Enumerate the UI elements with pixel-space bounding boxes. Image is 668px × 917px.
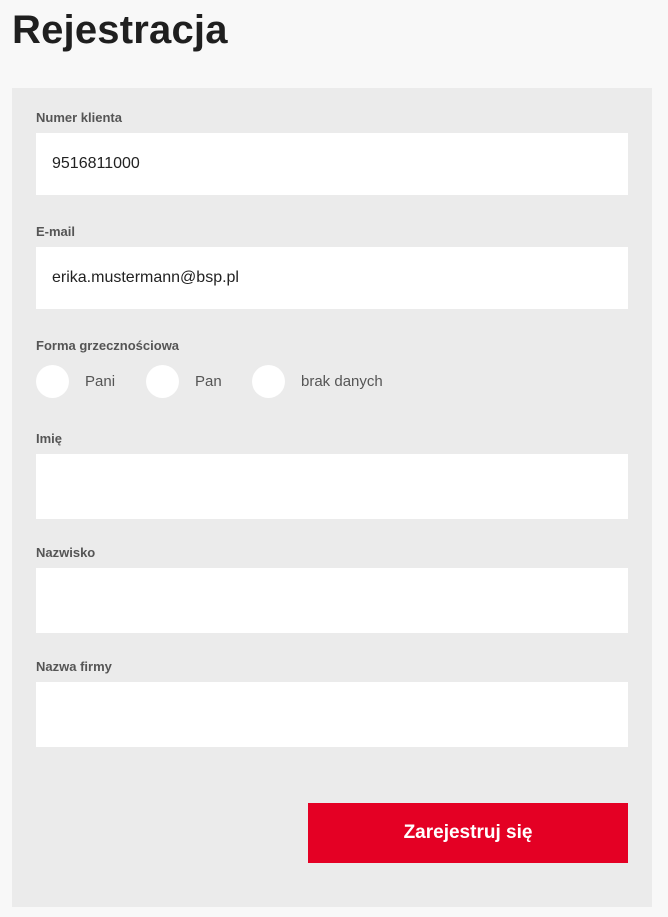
- registration-form: [12, 88, 652, 907]
- salutation-radio-group: [36, 364, 636, 398]
- email-label: E-mail: [36, 224, 76, 239]
- radio-option-brak-danych[interactable]: [252, 364, 383, 398]
- first-name-input[interactable]: [36, 454, 628, 519]
- first-name-label: Imię: [36, 431, 63, 446]
- radio-option-pan[interactable]: [146, 364, 222, 398]
- radio-circle[interactable]: [252, 365, 285, 398]
- customer-number-input[interactable]: [36, 133, 628, 195]
- email-input[interactable]: [36, 247, 628, 309]
- radio-option-pani[interactable]: [36, 364, 115, 398]
- last-name-input[interactable]: [36, 568, 628, 633]
- salutation-label: Forma grzecznościowa: [36, 338, 180, 353]
- radio-circle[interactable]: [146, 365, 179, 398]
- radio-label: Pan: [195, 372, 222, 390]
- radio-circle[interactable]: [36, 365, 69, 398]
- register-button[interactable]: Zarejestruj się: [308, 803, 628, 863]
- page-title: Rejestracja: [12, 8, 228, 52]
- radio-label: brak danych: [301, 372, 383, 390]
- company-input[interactable]: [36, 682, 628, 747]
- customer-number-label: Numer klienta: [36, 110, 122, 125]
- last-name-label: Nazwisko: [36, 545, 96, 560]
- company-label: Nazwa firmy: [36, 659, 112, 674]
- radio-label: Pani: [85, 372, 116, 390]
